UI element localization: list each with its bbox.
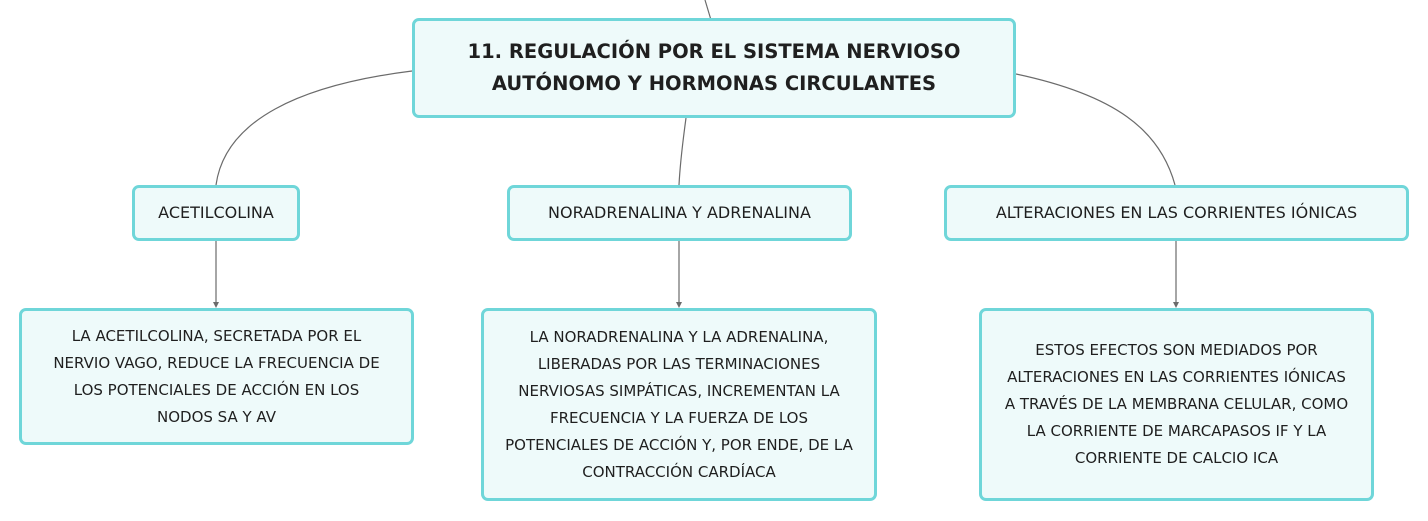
detail-node-alteraciones-corrientes[interactable] <box>979 308 1374 501</box>
topic-node-noradrenalina-adrenalina[interactable] <box>507 185 852 241</box>
topic-node-acetilcolina[interactable] <box>132 185 300 241</box>
central-topic-node[interactable] <box>412 18 1016 118</box>
central-topic-title <box>468 36 961 100</box>
topic-label: NORADRENALINA Y ADRENALINA <box>548 203 811 222</box>
detail-text-line: CORRIENTE DE CALCIO ICA <box>1074 449 1279 467</box>
detail-text-line: ALTERACIONES EN LAS CORRIENTES IÓNICAS <box>1007 368 1346 386</box>
detail-text <box>505 324 853 486</box>
topic-label: ACETILCOLINA <box>158 203 274 222</box>
detail-text-line: NODOS SA Y AV <box>157 407 276 426</box>
topic-label: ALTERACIONES EN LAS CORRIENTES IÓNICAS <box>995 203 1358 222</box>
detail-text-line: ESTOS EFECTOS SON MEDIADOS POR <box>1035 341 1318 359</box>
connector-root-to-alteraciones <box>1016 74 1175 185</box>
detail-text-line: NERVIO VAGO, REDUCE LA FRECUENCIA DE <box>53 353 380 372</box>
detail-node-noradrenalina-adrenalina[interactable] <box>481 308 877 501</box>
central-topic-title-line: 11. REGULACIÓN POR EL SISTEMA NERVIOSO <box>467 40 961 63</box>
detail-text-line: POTENCIALES DE ACCIÓN Y, POR ENDE, DE LA <box>505 435 853 454</box>
topic-node-alteraciones-corrientes[interactable] <box>944 185 1409 241</box>
detail-text-line: LA ACETILCOLINA, SECRETADA POR EL <box>71 326 362 345</box>
detail-text-line: LA CORRIENTE DE MARCAPASOS IF Y LA <box>1026 422 1327 440</box>
parent-connector <box>705 0 711 20</box>
detail-text-line: LA NORADRENALINA Y LA ADRENALINA, <box>529 327 829 346</box>
detail-text-line: A TRAVÉS DE LA MEMBRANA CELULAR, COMO <box>1004 395 1349 413</box>
detail-text-line: LOS POTENCIALES DE ACCIÓN EN LOS <box>73 380 360 399</box>
detail-text-line: FRECUENCIA Y LA FUERZA DE LOS <box>549 408 809 427</box>
detail-text <box>1005 337 1348 472</box>
central-topic-title-line: AUTÓNOMO Y HORMONAS CIRCULANTES <box>491 72 937 95</box>
detail-text-line: CONTRACCIÓN CARDÍACA <box>582 462 776 481</box>
detail-text-line: NERVIOSAS SIMPÁTICAS, INCREMENTAN LA <box>518 381 840 400</box>
detail-text-line: LIBERADAS POR LAS TERMINACIONES <box>537 354 821 373</box>
detail-node-acetilcolina[interactable] <box>19 308 414 445</box>
detail-text <box>53 323 379 431</box>
connector-root-to-noradrenalina <box>679 118 686 185</box>
connector-root-to-acetilcolina <box>216 71 412 185</box>
